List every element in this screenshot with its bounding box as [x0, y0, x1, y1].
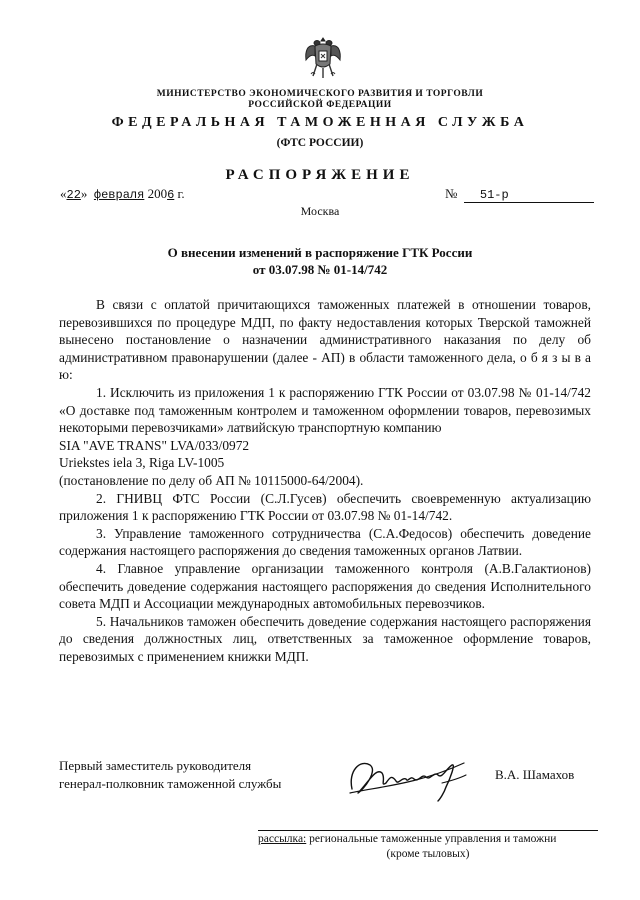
- state-emblem-icon: [303, 34, 343, 80]
- date-month: февраля: [93, 188, 145, 202]
- body-item-3: 3. Управление таможенного сотрудничества (С.А.Федосов) обеспечить доведение содержания настоящего распоряжения до сведения таможенных органов Латвии.: [59, 525, 591, 559]
- company-case: (постановление по делу об АП № 10115000-64/2004).: [59, 472, 364, 488]
- body-item-2: 2. ГНИВЦ ФТС России (С.Л.Гусев) обеспечить своевременную актуализацию приложения 1 к распоряжению ГТК России от 03.07.98 № 01-14/742.: [59, 490, 591, 524]
- document-subject: [0, 244, 640, 278]
- company-address: Uriekstes iela 3, Riga LV-1005: [59, 455, 225, 471]
- ministry-line-2: РОССИЙСКОЙ ФЕДЕРАЦИИ: [248, 100, 392, 110]
- distribution-divider: [258, 830, 598, 831]
- body-item-5: 5. Начальников таможен обеспечить доведение содержания настоящего распоряжения до сведения должностных лиц, ответственных за таможенное оформление товаров, перевозимых с применением книжки МДП.: [59, 613, 591, 664]
- number-label: №: [445, 186, 458, 201]
- signatory-position-line-1: Первый заместитель руководителя: [59, 758, 252, 773]
- document-number: [445, 186, 594, 203]
- subject-line-1: О внесении изменений в распоряжение ГТК России: [167, 245, 473, 260]
- distribution-note: (кроме тыловых): [386, 848, 470, 860]
- ministry-line-1: МИНИСТЕРСТВО ЭКОНОМИЧЕСКОГО РАЗВИТИЯ И ТОРГОВЛИ: [156, 89, 484, 99]
- signatory-name: В.А. Шамахов: [495, 767, 575, 782]
- number-value: 51-р: [464, 188, 594, 203]
- service-short-name: (ФТС РОССИИ): [276, 137, 364, 149]
- distribution-text: региональные таможенные управления и таможни: [309, 833, 557, 845]
- service-name: ФЕДЕРАЛЬНАЯ ТАМОЖЕННАЯ СЛУЖБА: [111, 115, 529, 130]
- date-year-suffix: 6: [167, 188, 175, 202]
- date-close-quote: »: [80, 186, 88, 201]
- document-date: [60, 186, 185, 202]
- ministry-name: [0, 89, 640, 111]
- signatory-position: [59, 757, 281, 793]
- handwritten-signature: [346, 753, 474, 803]
- date-year-unit: г.: [177, 186, 185, 201]
- subject-line-2: от 03.07.98 № 01-14/742: [252, 262, 388, 277]
- date-open-quote: «: [60, 186, 67, 201]
- document-body: [59, 296, 591, 665]
- document-city: Москва: [300, 204, 340, 218]
- body-intro: В связи с оплатой причитающихся таможенных платежей в отношении товаров, перевозившихся по процедуре МДП, по факту недоставления которых Тверской таможней вынесено постановление о назначении административного наказания по делу об административном правонарушении (далее - АП) в области таможенного дела, о б я з ы в а ю:: [59, 297, 591, 383]
- document-type: РАСПОРЯЖЕНИЕ: [225, 167, 415, 183]
- distribution-list: [258, 832, 598, 862]
- date-year-prefix: 200: [147, 186, 168, 201]
- body-item-4: 4. Главное управление организации таможенного контроля (А.В.Галактионов) обеспечить доведение содержания настоящего распоряжения до сведения Исполнительного совета МДП и Ассоциации международных автомобильных перевозчиков.: [59, 560, 591, 612]
- company-name: SIA "AVE TRANS" LVA/033/0972: [59, 437, 250, 453]
- body-item-1: 1. Исключить из приложения 1 к распоряжению ГТК России от 03.07.98 № 01-14/742 «О доставке под таможенным контролем и таможенном оформлении товаров, перевозимых некоторыми перевозчиками» латвийскую транспортную компанию: [59, 384, 591, 436]
- distribution-label: рассылка:: [258, 833, 307, 845]
- date-day: 22: [66, 188, 81, 202]
- signatory-position-line-2: генерал-полковник таможенной службы: [59, 776, 282, 791]
